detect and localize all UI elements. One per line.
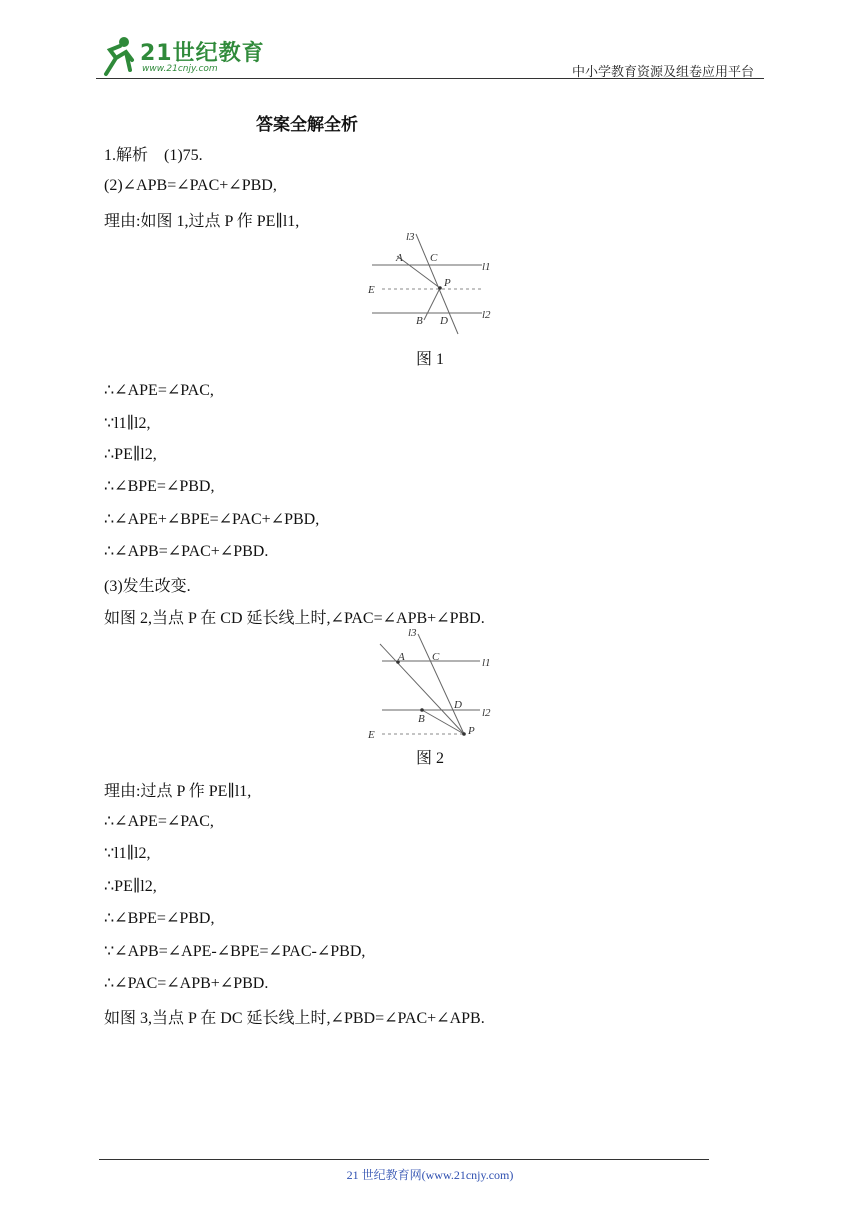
label-l2: l2 (482, 309, 491, 321)
label-l2: l2 (482, 707, 491, 719)
figure-2-caption: 图 2 (416, 750, 445, 767)
label-P: P (468, 725, 475, 737)
label-A: A (398, 651, 405, 663)
text-line: ∵∠APB=∠APE-∠BPE=∠PAC-∠PBD, (104, 943, 366, 960)
text-line: 如图 3,当点 P 在 DC 延长线上时,∠PBD=∠PAC+∠APB. (104, 1010, 485, 1027)
text-line: (3)发生改变. (104, 578, 191, 595)
text-line: ∵l1∥l2, (104, 415, 151, 432)
text-line: ∴∠BPE=∠PBD, (104, 910, 215, 927)
text-line: ∴PE∥l2, (104, 878, 157, 895)
text-line: ∴∠APB=∠PAC+∠PBD. (104, 543, 269, 560)
label-E: E (368, 284, 375, 296)
label-B: B (418, 713, 425, 725)
text-line: ∴PE∥l2, (104, 446, 157, 463)
header-site-name: 中小学教育资源及组卷应用平台 (571, 64, 754, 79)
text-line: 1.解析 (1)75. (104, 147, 203, 164)
logo-text: 21世纪教育 (140, 41, 265, 66)
footer-link[interactable]: 21 世纪教育网(www.21cnjy.com) (346, 1168, 514, 1182)
figure-1-caption: 图 1 (416, 351, 445, 368)
label-l3: l3 (408, 627, 417, 639)
header-divider (96, 78, 764, 79)
label-C: C (430, 252, 438, 264)
page-title: 答案全解全析 (256, 115, 358, 135)
text-line: ∴∠APE=∠PAC, (104, 813, 214, 830)
text-line: 理由:过点 P 作 PE∥l1, (104, 783, 252, 800)
label-l1: l1 (482, 657, 491, 669)
runner-logo-icon (96, 34, 140, 78)
figure-2-diagram (360, 624, 500, 742)
label-P: P (444, 277, 451, 289)
label-C: C (432, 651, 440, 663)
text-line: ∴∠APE+∠BPE=∠PAC+∠PBD, (104, 511, 320, 528)
label-l3: l3 (406, 231, 415, 243)
label-B: B (416, 315, 423, 327)
label-D: D (440, 315, 448, 327)
footer-divider (99, 1159, 709, 1160)
logo (96, 34, 266, 78)
text-line: (2)∠APB=∠PAC+∠PBD, (104, 177, 277, 194)
logo-url: www.21cnjy.com (142, 64, 218, 74)
label-l1: l1 (482, 261, 491, 273)
text-line: 如图 2,当点 P 在 CD 延长线上时,∠PAC=∠APB+∠PBD. (104, 610, 485, 627)
figure-1-diagram (360, 226, 500, 342)
text-line: ∴∠BPE=∠PBD, (104, 478, 215, 495)
label-A: A (396, 252, 403, 264)
text-line: 理由:如图 1,过点 P 作 PE∥l1, (104, 213, 300, 230)
label-E: E (368, 729, 375, 741)
text-line: ∵l1∥l2, (104, 845, 151, 862)
label-D: D (454, 699, 462, 711)
text-line: ∴∠APE=∠PAC, (104, 382, 214, 399)
text-line: ∴∠PAC=∠APB+∠PBD. (104, 975, 269, 992)
